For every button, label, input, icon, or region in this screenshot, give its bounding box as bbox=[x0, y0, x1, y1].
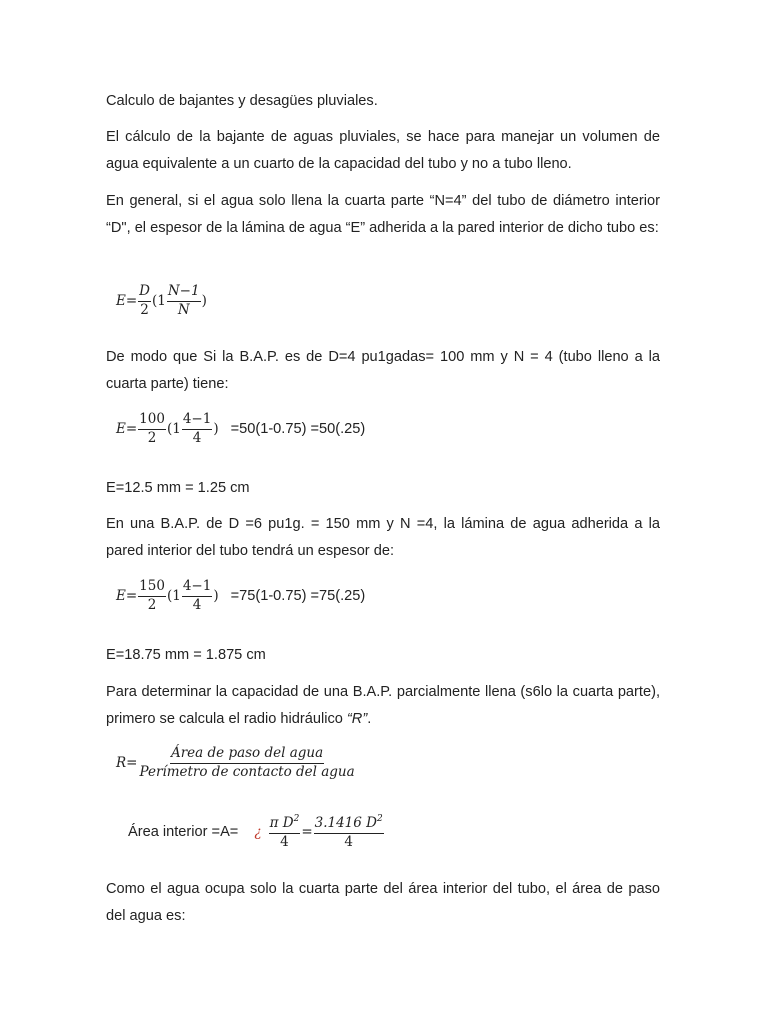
eq1-num: D bbox=[138, 284, 151, 302]
equation-hydraulic-radius bbox=[116, 746, 357, 780]
eq3-close: ) bbox=[213, 588, 219, 605]
eq1-inner-fraction bbox=[167, 284, 201, 318]
eq1-close: ) bbox=[201, 293, 207, 310]
eq3-fraction bbox=[138, 579, 166, 613]
eq1-fraction bbox=[138, 284, 151, 318]
eq2-inner-fraction bbox=[182, 412, 213, 446]
equation-general bbox=[116, 284, 207, 318]
eq2-num: 100 bbox=[138, 412, 166, 430]
eq1-lhs: E= bbox=[116, 293, 138, 310]
eq2-inner-den: 4 bbox=[192, 429, 202, 446]
eq5-num2-text: 3.1416 D bbox=[314, 815, 377, 831]
paragraph-hydraulic-radius bbox=[106, 679, 660, 733]
eq1-inner-num: N−1 bbox=[167, 284, 201, 302]
eq2-open: (1 bbox=[166, 421, 181, 438]
eq1-open: (1 bbox=[152, 293, 166, 310]
eq4-fraction bbox=[138, 746, 355, 780]
eq5-equals: = bbox=[301, 824, 313, 841]
eq3-result: =75(1-0.75) =75(.25) bbox=[230, 588, 366, 605]
eq3-inner-den: 4 bbox=[192, 596, 202, 613]
p5-end: . bbox=[367, 711, 372, 727]
equation-interior-area bbox=[128, 814, 385, 850]
paragraph-flow-area: Como el agua ocupa solo la cuarta parte del área interior del tubo, el área de paso del agua es: bbox=[106, 881, 660, 924]
equation-example-150 bbox=[116, 579, 365, 613]
eq2-close: ) bbox=[213, 421, 219, 438]
eq5-fraction-2 bbox=[314, 814, 384, 850]
eq5-den1: 4 bbox=[280, 833, 289, 850]
result-100: E=12.5 mm = 1.25 cm bbox=[106, 480, 250, 496]
eq5-exp1: 2 bbox=[293, 814, 300, 824]
eq3-open: (1 bbox=[166, 588, 181, 605]
eq5-exp2: 2 bbox=[376, 814, 383, 824]
eq5-num2 bbox=[314, 814, 384, 834]
eq4-num: Área de paso del agua bbox=[170, 746, 324, 764]
equation-example-100 bbox=[116, 412, 365, 446]
paragraph-intro: El cálculo de la bajante de aguas pluviales, se hace para manejar un volumen de agua equivalente a un cuarto de la capacidad del tubo y no a tubo lleno. bbox=[106, 129, 660, 172]
doc-title: Calculo de bajantes y desagües pluviales. bbox=[106, 93, 378, 109]
eq5-label: Área interior =A= bbox=[128, 824, 239, 841]
eq3-num: 150 bbox=[138, 579, 166, 597]
paragraph-example-4in: De modo que Si la B.A.P. es de D=4 pu1gadas= 100 mm y N = 4 (tubo lleno a la cuarta parte) tiene: bbox=[106, 349, 660, 392]
eq1-den: 2 bbox=[140, 301, 149, 318]
eq5-den2: 4 bbox=[344, 833, 353, 850]
eq3-inner-fraction bbox=[182, 579, 213, 613]
eq2-result: =50(1-0.75) =50(.25) bbox=[230, 421, 366, 438]
eq5-fraction-1 bbox=[269, 814, 301, 850]
eq5-num1 bbox=[269, 814, 301, 834]
eq2-lhs: E= bbox=[116, 421, 138, 438]
eq2-den: 2 bbox=[147, 429, 157, 446]
eq4-den: Perímetro de contacto del agua bbox=[139, 763, 355, 780]
eq2-inner-num: 4−1 bbox=[182, 412, 213, 430]
eq1-inner-den: N bbox=[177, 301, 190, 318]
eq4-lhs: R= bbox=[116, 755, 138, 772]
eq3-den: 2 bbox=[147, 596, 157, 613]
paragraph-example-6in: En una B.A.P. de D =6 pu1g. = 150 mm y N =4, la lámina de agua adherida a la pared interior del tubo tendrá un espesor de: bbox=[106, 516, 660, 559]
result-150: E=18.75 mm = 1.875 cm bbox=[106, 647, 266, 663]
eq3-lhs: E= bbox=[116, 588, 138, 605]
eq5-glyph: ¿ bbox=[254, 824, 262, 841]
eq3-inner-num: 4−1 bbox=[182, 579, 213, 597]
paragraph-general: En general, si el agua solo llena la cuarta parte “N=4” del tubo de diámetro interior “D", el espesor de la lámina de agua “E” adherida a la pared interior de dicho tubo es: bbox=[106, 193, 660, 236]
eq2-fraction bbox=[138, 412, 166, 446]
p5-text: Para determinar la capacidad de una B.A.P. parcialmente llena (s6lo la cuarta parte), primero se calcula el radio hidráulico bbox=[106, 684, 660, 727]
p5-emphasis: “R” bbox=[346, 711, 368, 727]
eq5-num1-text: π D bbox=[269, 815, 294, 831]
